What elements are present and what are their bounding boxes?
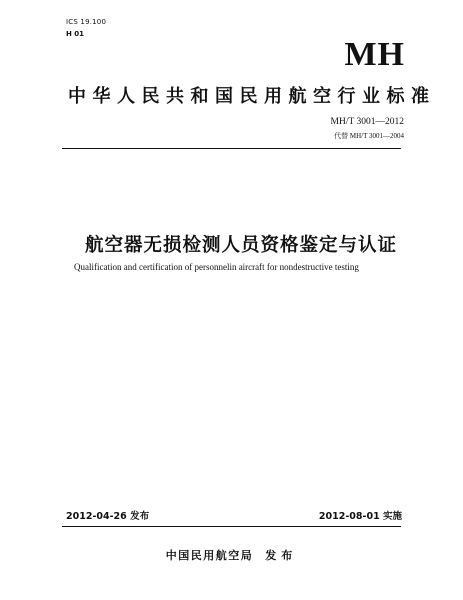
replaces-standard: 代替 MH/T 3001—2004	[334, 132, 404, 140]
standard-logo: MH	[344, 36, 405, 73]
implementation-date: 2012-08-01 实施	[318, 511, 402, 522]
classification-code: H 01	[66, 30, 85, 38]
standard-name: 中华人民共和国民用航空行业标准	[68, 86, 436, 107]
document-title-zh: 航空器无损检测人员资格鉴定与认证	[85, 235, 398, 256]
top-divider	[62, 148, 401, 149]
publisher-line	[0, 547, 463, 563]
publish-action: 发布	[265, 549, 298, 562]
bottom-divider	[62, 526, 401, 527]
ics-code: ICS 19.100	[66, 18, 107, 26]
standard-number: MH/T 3001—2012	[330, 117, 404, 127]
document-title-en: Qualification and certification of personnelin aircraft for nondestructive testing	[74, 262, 359, 272]
issue-date: 2012-04-26 发布	[66, 511, 150, 522]
publisher-name: 中国民用航空局	[165, 549, 254, 562]
